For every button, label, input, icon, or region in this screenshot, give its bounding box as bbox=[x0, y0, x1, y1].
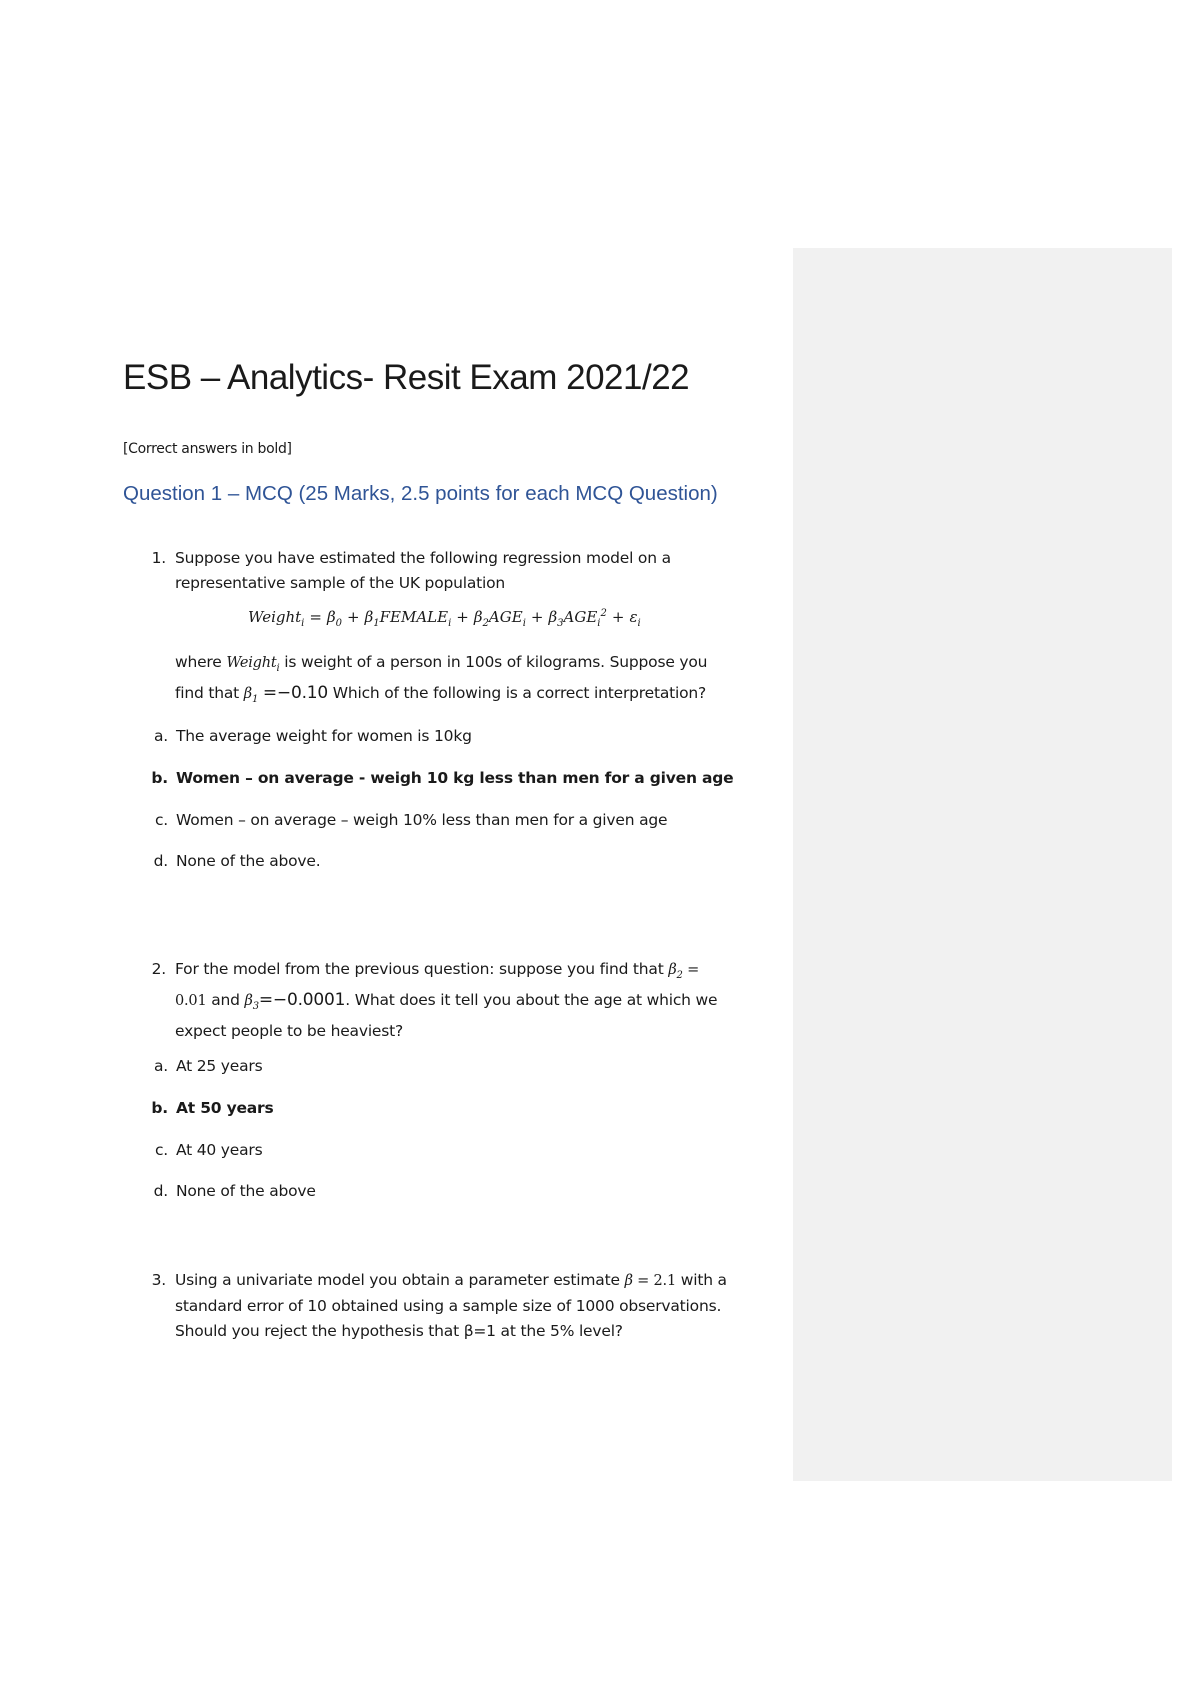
option-b-correct: b. At 50 years bbox=[151, 1099, 274, 1117]
question-2 bbox=[140, 957, 770, 1044]
question-text-line: representative sample of the UK population bbox=[175, 574, 506, 592]
option-c: c. At 40 years bbox=[154, 1141, 263, 1159]
question-number: 3. bbox=[151, 1271, 166, 1289]
option-d: d. None of the above bbox=[153, 1182, 316, 1200]
question-3 bbox=[140, 1268, 770, 1344]
option-a: a. The average weight for women is 10kg bbox=[153, 727, 472, 745]
option-c: c. Women – on average – weigh 10% less than men for a given age bbox=[154, 811, 668, 829]
question-number: 1. bbox=[151, 549, 166, 567]
question-text-line: Should you reject the hypothesis that β=1 at the 5% level? bbox=[175, 1322, 623, 1340]
question-text-line: expect people to be heaviest? bbox=[175, 1021, 404, 1040]
answer-key-note: [Correct answers in bold] bbox=[123, 441, 292, 457]
question-text-line: standard error of 10 obtained using a sample size of 1000 observations. bbox=[175, 1297, 722, 1315]
question-text-line: Using a univariate model you obtain a parameter estimate β = 2.1 with a bbox=[175, 1271, 727, 1289]
option-d: d. None of the above. bbox=[153, 852, 321, 870]
regression-equation: Weight$_i$ = $\beta_0$ + $\beta_1FEMALE_i + \beta_2AGE_i + \beta_3AGE_i^2 + \varepsilon_i$ bbox=[248, 608, 641, 629]
comment-margin-pane bbox=[793, 248, 1172, 1481]
question-text-line: 0.01 and $\beta_3=-0.0001$. What does it tell you about the age at which we bbox=[175, 989, 718, 1012]
question-number: 2. bbox=[151, 960, 166, 978]
question-1 bbox=[140, 546, 770, 596]
option-b-correct: b. Women – on average - weigh 10 kg less than men for a given age bbox=[151, 769, 734, 787]
question-text-line: Suppose you have estimated the following regression model on a bbox=[175, 549, 671, 567]
document-title: ESB – Analytics- Resit Exam 2021/22 bbox=[123, 358, 690, 397]
section-heading: Question 1 – MCQ (25 Marks, 2.5 points for each MCQ Question) bbox=[123, 482, 718, 505]
question-text-line: For the model from the previous question: suppose you find that $\beta_2$ = bbox=[175, 960, 700, 981]
question-1-continuation bbox=[140, 650, 770, 712]
option-a: a. At 25 years bbox=[153, 1057, 263, 1075]
question-text-line: where Weight$_i$ is weight of a person in 100s of kilograms. Suppose you bbox=[175, 653, 708, 674]
question-text-line: find that $\beta_1 =-0.10$ Which of the following is a correct interpretation? bbox=[175, 682, 707, 705]
